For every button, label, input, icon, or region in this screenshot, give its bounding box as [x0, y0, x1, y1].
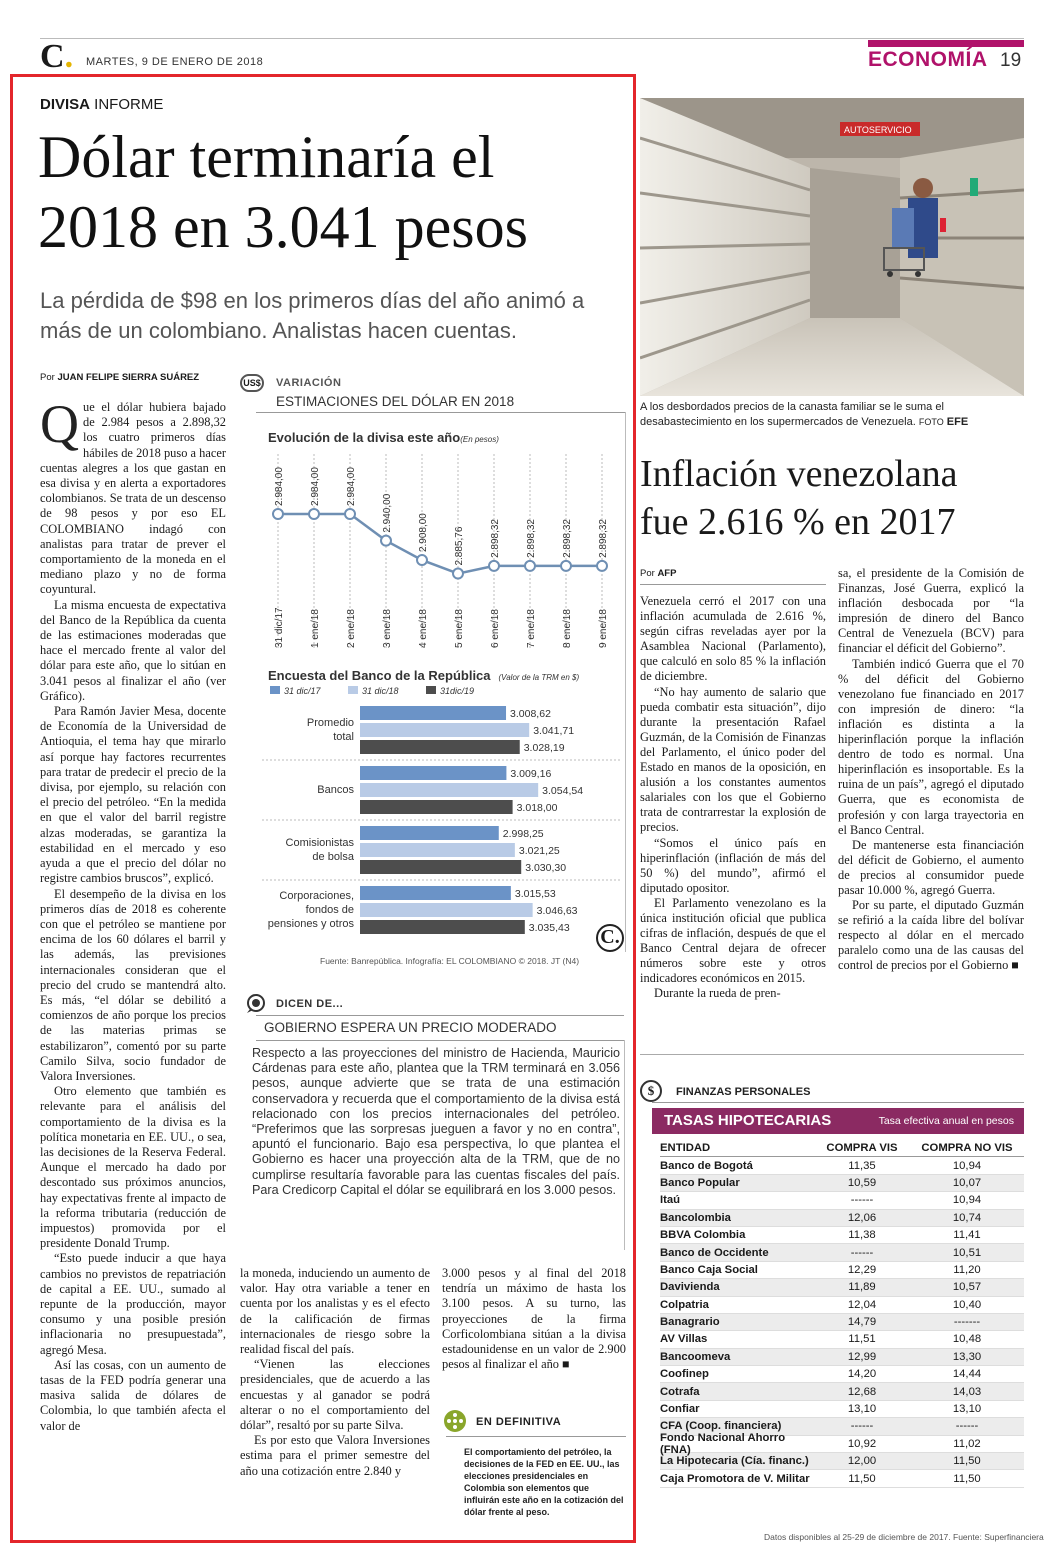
- vis-rate-cell: 11,38: [848, 1229, 876, 1242]
- section-name: ECONOMÍA: [868, 48, 988, 71]
- article2-headline: Inflación venezolana fue 2.616 % en 2017: [640, 453, 958, 543]
- no-vis-rate-cell: 11,50: [953, 1472, 981, 1485]
- bar: [360, 766, 506, 780]
- infographic-title: ESTIMACIONES DEL DÓLAR EN 2018: [276, 394, 515, 409]
- entity-cell: La Hipotecaria (Cía. financ.): [660, 1455, 809, 1468]
- table-row: [660, 1366, 1024, 1383]
- entity-cell: Banco de Occidente: [660, 1246, 769, 1259]
- issue-date: MARTES, 9 DE ENERO DE 2018: [86, 56, 264, 68]
- data-point: [309, 509, 319, 519]
- data-label: 2.898,32: [562, 518, 573, 558]
- vis-rate-cell: 12,04: [847, 1298, 877, 1311]
- entity-cell: Banco Popular: [660, 1176, 740, 1189]
- entity-cell: Banco Caja Social: [660, 1263, 758, 1276]
- category-label: Bancos: [317, 784, 354, 796]
- vis-rate-cell: 14,20: [847, 1368, 877, 1381]
- finanzas-rule: [652, 1102, 1024, 1103]
- no-vis-rate-cell: 10,07: [952, 1176, 982, 1189]
- bar: [360, 826, 499, 840]
- bar: [360, 843, 515, 857]
- no-vis-rate-cell: -------: [953, 1316, 981, 1329]
- data-point: [381, 536, 391, 546]
- vis-rate-cell: 12,99: [847, 1350, 877, 1363]
- byline: Por JUAN FELIPE SIERRA SUÁREZ: [40, 372, 200, 383]
- no-vis-rate-cell: 11,50: [953, 1455, 981, 1468]
- no-vis-rate-cell: 10,57: [952, 1281, 982, 1294]
- vis-rate-cell: 14,79: [847, 1316, 877, 1329]
- bar-value-label: 3.046,63: [536, 905, 578, 917]
- entity-cell: Banco de Bogotá: [660, 1159, 753, 1172]
- x-tick-label: 1 ene/18: [310, 609, 321, 648]
- infographic-border: [625, 412, 626, 952]
- entity-cell: Coofinep: [660, 1368, 709, 1381]
- bar: [360, 920, 525, 934]
- no-vis-rate-cell: 14,03: [952, 1385, 982, 1398]
- entity-cell: Itaú: [660, 1194, 681, 1207]
- bar: [360, 860, 521, 874]
- rates-table: [660, 1140, 1024, 1488]
- en-definitiva-text: El comportamiento del petróleo, la decisiones de la FED en EE. UU., las elecciones presidenciales en Colombia son elementos que influirán este año en la cotización del dólar frente al peso.: [464, 1447, 624, 1517]
- data-label: 2.885,76: [454, 526, 465, 566]
- no-vis-rate-cell: 10,94: [952, 1194, 982, 1207]
- table-row: [660, 1157, 1024, 1174]
- article2-column-2: sa, el presidente de la Comisión de Finanzas, José Guerra, explicó la inflación desbocada por “la impresión de dinero del Banco Central de Venezuela (BCV) para financiar el déficit del Gobierno”. También indicó Guerra que el 70 % del déficit del Gobierno venezolano fue financiado en 2017 con impresión de dinero: “la inflación es distinta a la hiperinflación porque la inflación dentro de todo es normal. Una hiperinflación es insoportable. Es la ruina de un país”, agregó el diputado Guerra, que es economista de profesión y con larga trayectoria en el Banco Central. De mantenerse esta financiación del déficit de Gobierno, el aumento de precios al consumidor puede pasar 10.000 %, agregó Guerra. Por su parte, el diputado Guzmán se refirió a la caída libre del bolívar respecto al dólar en el mercado paralelo como una de las causas del control de precios por el Gobierno ■: [838, 566, 1024, 973]
- bar-value-label: 3.054,54: [542, 785, 584, 797]
- vis-rate-cell: 12,06: [847, 1211, 877, 1224]
- dicen-title-rule: [256, 1040, 624, 1041]
- vis-rate-cell: 11,50: [848, 1472, 876, 1485]
- header-rule: [40, 38, 1024, 39]
- vis-rate-cell: ------: [850, 1246, 874, 1259]
- entity-cell: Colpatria: [660, 1298, 709, 1311]
- table-row: [660, 1331, 1024, 1348]
- article-headline: Dólar terminaría el 2018 en 3.041 pesos: [38, 124, 528, 260]
- table-header-row: ENTIDAD COMPRA VIS COMPRA NO VIS: [660, 1140, 1024, 1157]
- category-label: Corporaciones, fondos de pensiones y otros: [267, 890, 354, 930]
- vis-rate-cell: 12,00: [847, 1455, 877, 1468]
- data-label: 2.898,32: [598, 518, 609, 558]
- data-label: 2.898,32: [490, 518, 501, 558]
- infographic-rule: [256, 412, 626, 413]
- category-label: Comisionistas de bolsa: [285, 837, 354, 863]
- data-point: [345, 509, 355, 519]
- data-label: 2.984,00: [346, 467, 357, 506]
- series-line: [278, 514, 602, 574]
- no-vis-rate-cell: 10,40: [952, 1298, 982, 1311]
- table-row: [660, 1383, 1024, 1400]
- no-vis-rate-cell: 11,20: [953, 1263, 981, 1276]
- data-label: 2.940,00: [382, 493, 393, 533]
- data-point: [453, 569, 463, 579]
- finanzas-label: FINANZAS PERSONALES: [676, 1086, 811, 1098]
- no-vis-rate-cell: 10,48: [952, 1333, 982, 1346]
- vis-rate-cell: ------: [850, 1194, 874, 1207]
- x-tick-label: 8 ene/18: [562, 609, 573, 648]
- x-tick-label: 31 dic/17: [274, 607, 285, 648]
- dicen-title: GOBIERNO ESPERA UN PRECIO MODERADO: [264, 1020, 557, 1035]
- table-row: [660, 1401, 1024, 1418]
- data-label: 2.984,00: [310, 467, 321, 506]
- bar-value-label: 3.021,25: [518, 845, 560, 857]
- entity-cell: Confiar: [660, 1403, 700, 1416]
- entity-cell: Caja Promotora de V. Militar: [660, 1472, 810, 1485]
- section-bar: [868, 40, 1024, 47]
- vis-rate-cell: ------: [850, 1420, 874, 1433]
- article2-byline: Por AFP: [640, 568, 677, 579]
- bar: [360, 783, 538, 797]
- no-vis-rate-cell: 10,51: [952, 1246, 982, 1259]
- table-row: [660, 1210, 1024, 1227]
- legend-swatch: [426, 686, 436, 694]
- dropcap: Q: [40, 394, 79, 454]
- x-tick-label: 7 ene/18: [526, 609, 537, 648]
- data-point: [597, 561, 607, 571]
- data-point: [273, 509, 283, 519]
- rates-table-header: TASAS HIPOTECARIAS Tasa efectiva anual en pesos: [652, 1108, 1024, 1134]
- data-label: 2.984,00: [274, 467, 285, 506]
- data-point: [561, 561, 571, 571]
- x-tick-label: 3 ene/18: [382, 609, 393, 648]
- article-column-3: 3.000 pesos y al final del 2018 tendría un máximo de hasta los 3.100 pesos. A su turno, las proyecciones de la firma Corficolombiana sitúan a la divisa estadounidense en un valor de 2.900 pesos al finalizar el año ■: [442, 1266, 626, 1372]
- x-tick-label: 5 ene/18: [454, 609, 465, 648]
- infographic-logo: C.: [596, 924, 624, 952]
- bar-value-label: 3.030,30: [525, 862, 567, 874]
- entity-cell: Banagrario: [660, 1316, 720, 1329]
- usd-badge-icon: US$: [240, 374, 264, 392]
- bar-value-label: 3.015,53: [514, 888, 556, 900]
- article-kicker: DIVISA INFORME: [40, 96, 164, 113]
- bar: [360, 723, 529, 737]
- article2-column-1: Venezuela cerró el 2017 con una inflación acumulada de 2.616 %, según cifras reveladas ayer por la Asamblea Nacional (Parlamento), que calculó en solo 85 % la inflación de diciembre. “No hay aumento de salario que pueda combatir esta situación”, dijo durante la presentación Rafael Guzmán, de la Comisión de Finanzas del Parlamento, el único poder del Estado en manos de la oposición, en alusión a los constantes aumentos salariales con los que el Gobierno trata de contrarrestar la explosión de precios. “Somos el único país en hiperinflación (inflación de más del 50 %) del mundo”, afirmó el diputado opositor. El Parlamento venezolano es la única institución oficial que publica cifras de inflación, después de que el Banco Central dejara de ofrecer números sobre este y otros indicadores económicos en 2015. Durante la rueda de pren-: [640, 594, 826, 1001]
- category-label: Promedio total: [306, 717, 354, 743]
- photo-caption: A los desbordados precios de la canasta familiar se le suma el desabastecimiento en los supermercados de Venezuela. FOTO EFE: [640, 401, 969, 428]
- bar-value-label: 3.009,16: [510, 768, 552, 780]
- data-point: [525, 561, 535, 571]
- table-source: Datos disponibles al 25-29 de diciembre de 2017. Fuente: Superfinanciera: [764, 1532, 1044, 1542]
- entity-cell: AV Villas: [660, 1333, 708, 1346]
- no-vis-rate-cell: 13,30: [952, 1350, 982, 1363]
- en-definitiva-rule: [446, 1436, 626, 1437]
- supermarket-photo: [640, 98, 1024, 396]
- no-vis-rate-cell: 10,74: [952, 1211, 982, 1224]
- line-chart-title: Evolución de la divisa este año(En pesos): [268, 430, 499, 445]
- bar: [360, 740, 520, 754]
- x-tick-label: 4 ene/18: [418, 609, 429, 648]
- entity-cell: Cotrafa: [660, 1385, 700, 1398]
- table-row: [660, 1244, 1024, 1261]
- entity-cell: CFA (Coop. financiera): [660, 1420, 782, 1433]
- infographic-label: VARIACIÓN: [276, 377, 342, 389]
- data-point: [417, 555, 427, 565]
- entity-cell: Bancolombia: [660, 1211, 731, 1224]
- table-row: [660, 1431, 1024, 1456]
- data-label: 2.898,32: [526, 518, 537, 558]
- no-vis-rate-cell: 11,41: [953, 1229, 981, 1242]
- table-row: [660, 1453, 1024, 1470]
- data-point: [489, 561, 499, 571]
- article-column-1: Que el dólar hubiera bajado de 2.984 pesos a 2.898,32 los cuatro primeros días hábiles de 2018 puso a hacer cuentas alegres a los que gastan en esa divisa y en alerta a exportadores colombianos. Se trata de un descenso de 98 pesos y por eso EL COLOMBIANO indagó con analistas para tratar de prever el comportamiento de la moneda en el mediano plazo y no de forma coyuntural. La misma encuesta de expectativa del Banco de la República da cuenta de las estimaciones moderadas que hace el mercado frente al valor del dólar para este año, que lo sitúan en 3.041 pesos al finalizar el año (ver Gráfico). Para Ramón Javier Mesa, docente de Economía de la Universidad de Antioquia, el tema hay que mirarlo así porque hay factores recurrentes para tratar de predecir el precio de la divisa, por ejemplo, su relación con el precio del petróleo. “En la medida en que el valor del barril registre alzas moderadas, se garantiza la estabilidad en el mercado y eso ayuda a que el precio del dólar no registre cambios bruscos”, explicó. El desempeño de la divisa en los primeros días de 2018 es coherente con que el petróleo se mantiene por encima de los 60 dólares el barril y las además, las previsiones internacionales consideran que el precio del crudo se mantendrá alto. Es más, “el dólar se debilitó a comienzos de año porque los precios de las materias primas se estabilizaron”, comentó por su parte Camilo Silva, socio fundador de Valora Inversiones. Otro elemento que también es relevante para el análisis del comportamiento de la divisa es la política monetaria en EE. UU., o sea, las decisiones de la Reserva Federal. Aunque el mercado ha dado por descontado sus próximos anuncios, hay expectativas frente al impacto de la reforma tributaria (reducción de impuestos) promovida por el presidente Donald Trump. “Esto puede inducir a que haya cambios no previstos de repatriación de capital a EE. UU., sumado al repunte de la producción, mayor consumo y una posible presión inflacionaria no presupuestada”, agregó Mesa. Así las cosas, con un aumento de tasas de la FED podría generar una masiva salida de dólares de Colombia, lo que también afecta el valor de: [40, 394, 226, 1433]
- photo-sign: AUTOSERVICIO: [844, 125, 912, 135]
- en-definitiva-icon: [444, 1410, 466, 1432]
- vis-rate-cell: 10,59: [847, 1176, 877, 1189]
- table-row: [660, 1349, 1024, 1366]
- table-row: [660, 1297, 1024, 1314]
- line-chart: [258, 444, 624, 656]
- page-number: 19: [1000, 50, 1022, 71]
- entity-cell: Davivienda: [660, 1281, 720, 1294]
- entity-cell: Bancoomeva: [660, 1350, 731, 1363]
- article2-byline-rule: [640, 584, 826, 585]
- infographic-source: Fuente: Banrepública. Infografía: EL COLOMBIANO © 2018. JT (N4): [320, 956, 580, 966]
- bar-value-label: 3.035,43: [528, 922, 570, 934]
- entity-cell: BBVA Colombia: [660, 1229, 746, 1242]
- table-row: [660, 1227, 1024, 1244]
- vis-rate-cell: 11,51: [848, 1333, 876, 1346]
- dicen-rule: [256, 1015, 624, 1016]
- legend-label: 31dic/19: [440, 686, 475, 696]
- bar-value-label: 2.998,25: [502, 828, 544, 840]
- data-label: 2.908,00: [418, 513, 429, 553]
- dicen-border: [624, 1040, 625, 1250]
- en-definitiva-label: EN DEFINITIVA: [476, 1416, 562, 1428]
- article-deck: La pérdida de $98 en los primeros días del año animó a más de un colombiano. Analistas hacen cuentas.: [40, 288, 585, 343]
- vis-rate-cell: 11,89: [848, 1281, 876, 1294]
- x-tick-label: 6 ene/18: [490, 609, 501, 648]
- table-row: [660, 1314, 1024, 1331]
- bar: [360, 800, 513, 814]
- legend-label: 31 dic/17: [284, 686, 321, 696]
- article-column-2: la moneda, induciendo un aumento de valor. Hay otra variable a tener en cuenta por los analistas y es el efecto de la calificación de firmas internacionales de riesgo sobre la realidad fiscal del país. “Vienen las elecciones presidenciales, que de acuerdo a las encuestas y al ganador se podrá alterar o no el comportamiento del dólar”, resaltó por su parte Silva. Es por esto que Valora Inversiones estima para el primer semestre del año una cotización entre 2.840 y: [240, 1266, 430, 1478]
- entity-cell: Fondo Nacional Ahorro (FNA): [660, 1431, 786, 1456]
- x-tick-label: 2 ene/18: [346, 609, 357, 648]
- vis-rate-cell: 11,35: [848, 1159, 876, 1172]
- vis-rate-cell: 12,29: [847, 1263, 877, 1276]
- table-row: [660, 1470, 1024, 1487]
- bar: [360, 706, 506, 720]
- dicen-label: DICEN DE...: [276, 998, 344, 1010]
- legend-swatch: [348, 686, 358, 694]
- dicen-text: Respecto a las proyecciones del ministro de Hacienda, Mauricio Cárdenas para este año, plantea que la TRM terminará en 3.056 pesos, aunque advierte que se trata de una estimación conservadora y recuerda que el comportamiento de la divisa está relacionado con los precios internacionales del petróleo. “Preferimos que las sorpresas jueguen a favor y no en contra”, apuntó el funcionario. Bajo esa perspectiva, lo que plantea el Gobierno es hacer una proyección alta de la TRM, que de no cumplirse resultaría favorable para las cuentas fiscales del país. Para Credicorp Capital el dólar se equilibrará en los 3.000 pesos.: [252, 1046, 620, 1197]
- vis-rate-cell: 12,68: [847, 1385, 877, 1398]
- legend-swatch: [270, 686, 280, 694]
- table-row: [660, 1192, 1024, 1209]
- bar-value-label: 3.018,00: [516, 802, 558, 814]
- no-vis-rate-cell: 10,94: [952, 1159, 982, 1172]
- bar-chart: [258, 684, 624, 940]
- bar: [360, 886, 511, 900]
- table-row: [660, 1279, 1024, 1296]
- no-vis-rate-cell: 13,10: [952, 1403, 982, 1416]
- bar: [360, 903, 533, 917]
- bar-chart-title: Encuesta del Banco de la República (Valor de la TRM en $): [268, 668, 580, 683]
- table-row: [660, 1262, 1024, 1279]
- no-vis-rate-cell: 14,44: [952, 1368, 982, 1381]
- newspaper-logo: C.: [40, 38, 74, 75]
- dollar-icon: $: [640, 1080, 662, 1102]
- article2-end-rule: [640, 1054, 1024, 1055]
- no-vis-rate-cell: ------: [955, 1420, 979, 1433]
- legend-label: 31 dic/18: [362, 686, 399, 696]
- bar-value-label: 3.008,62: [510, 708, 551, 720]
- speech-bubble-icon: [244, 994, 268, 1014]
- no-vis-rate-cell: 11,02: [953, 1437, 981, 1450]
- table-row: [660, 1175, 1024, 1192]
- vis-rate-cell: 10,92: [847, 1437, 877, 1450]
- bar-value-label: 3.041,71: [533, 725, 575, 737]
- x-tick-label: 9 ene/18: [598, 609, 609, 648]
- vis-rate-cell: 13,10: [847, 1403, 877, 1416]
- bar-value-label: 3.028,19: [523, 742, 565, 754]
